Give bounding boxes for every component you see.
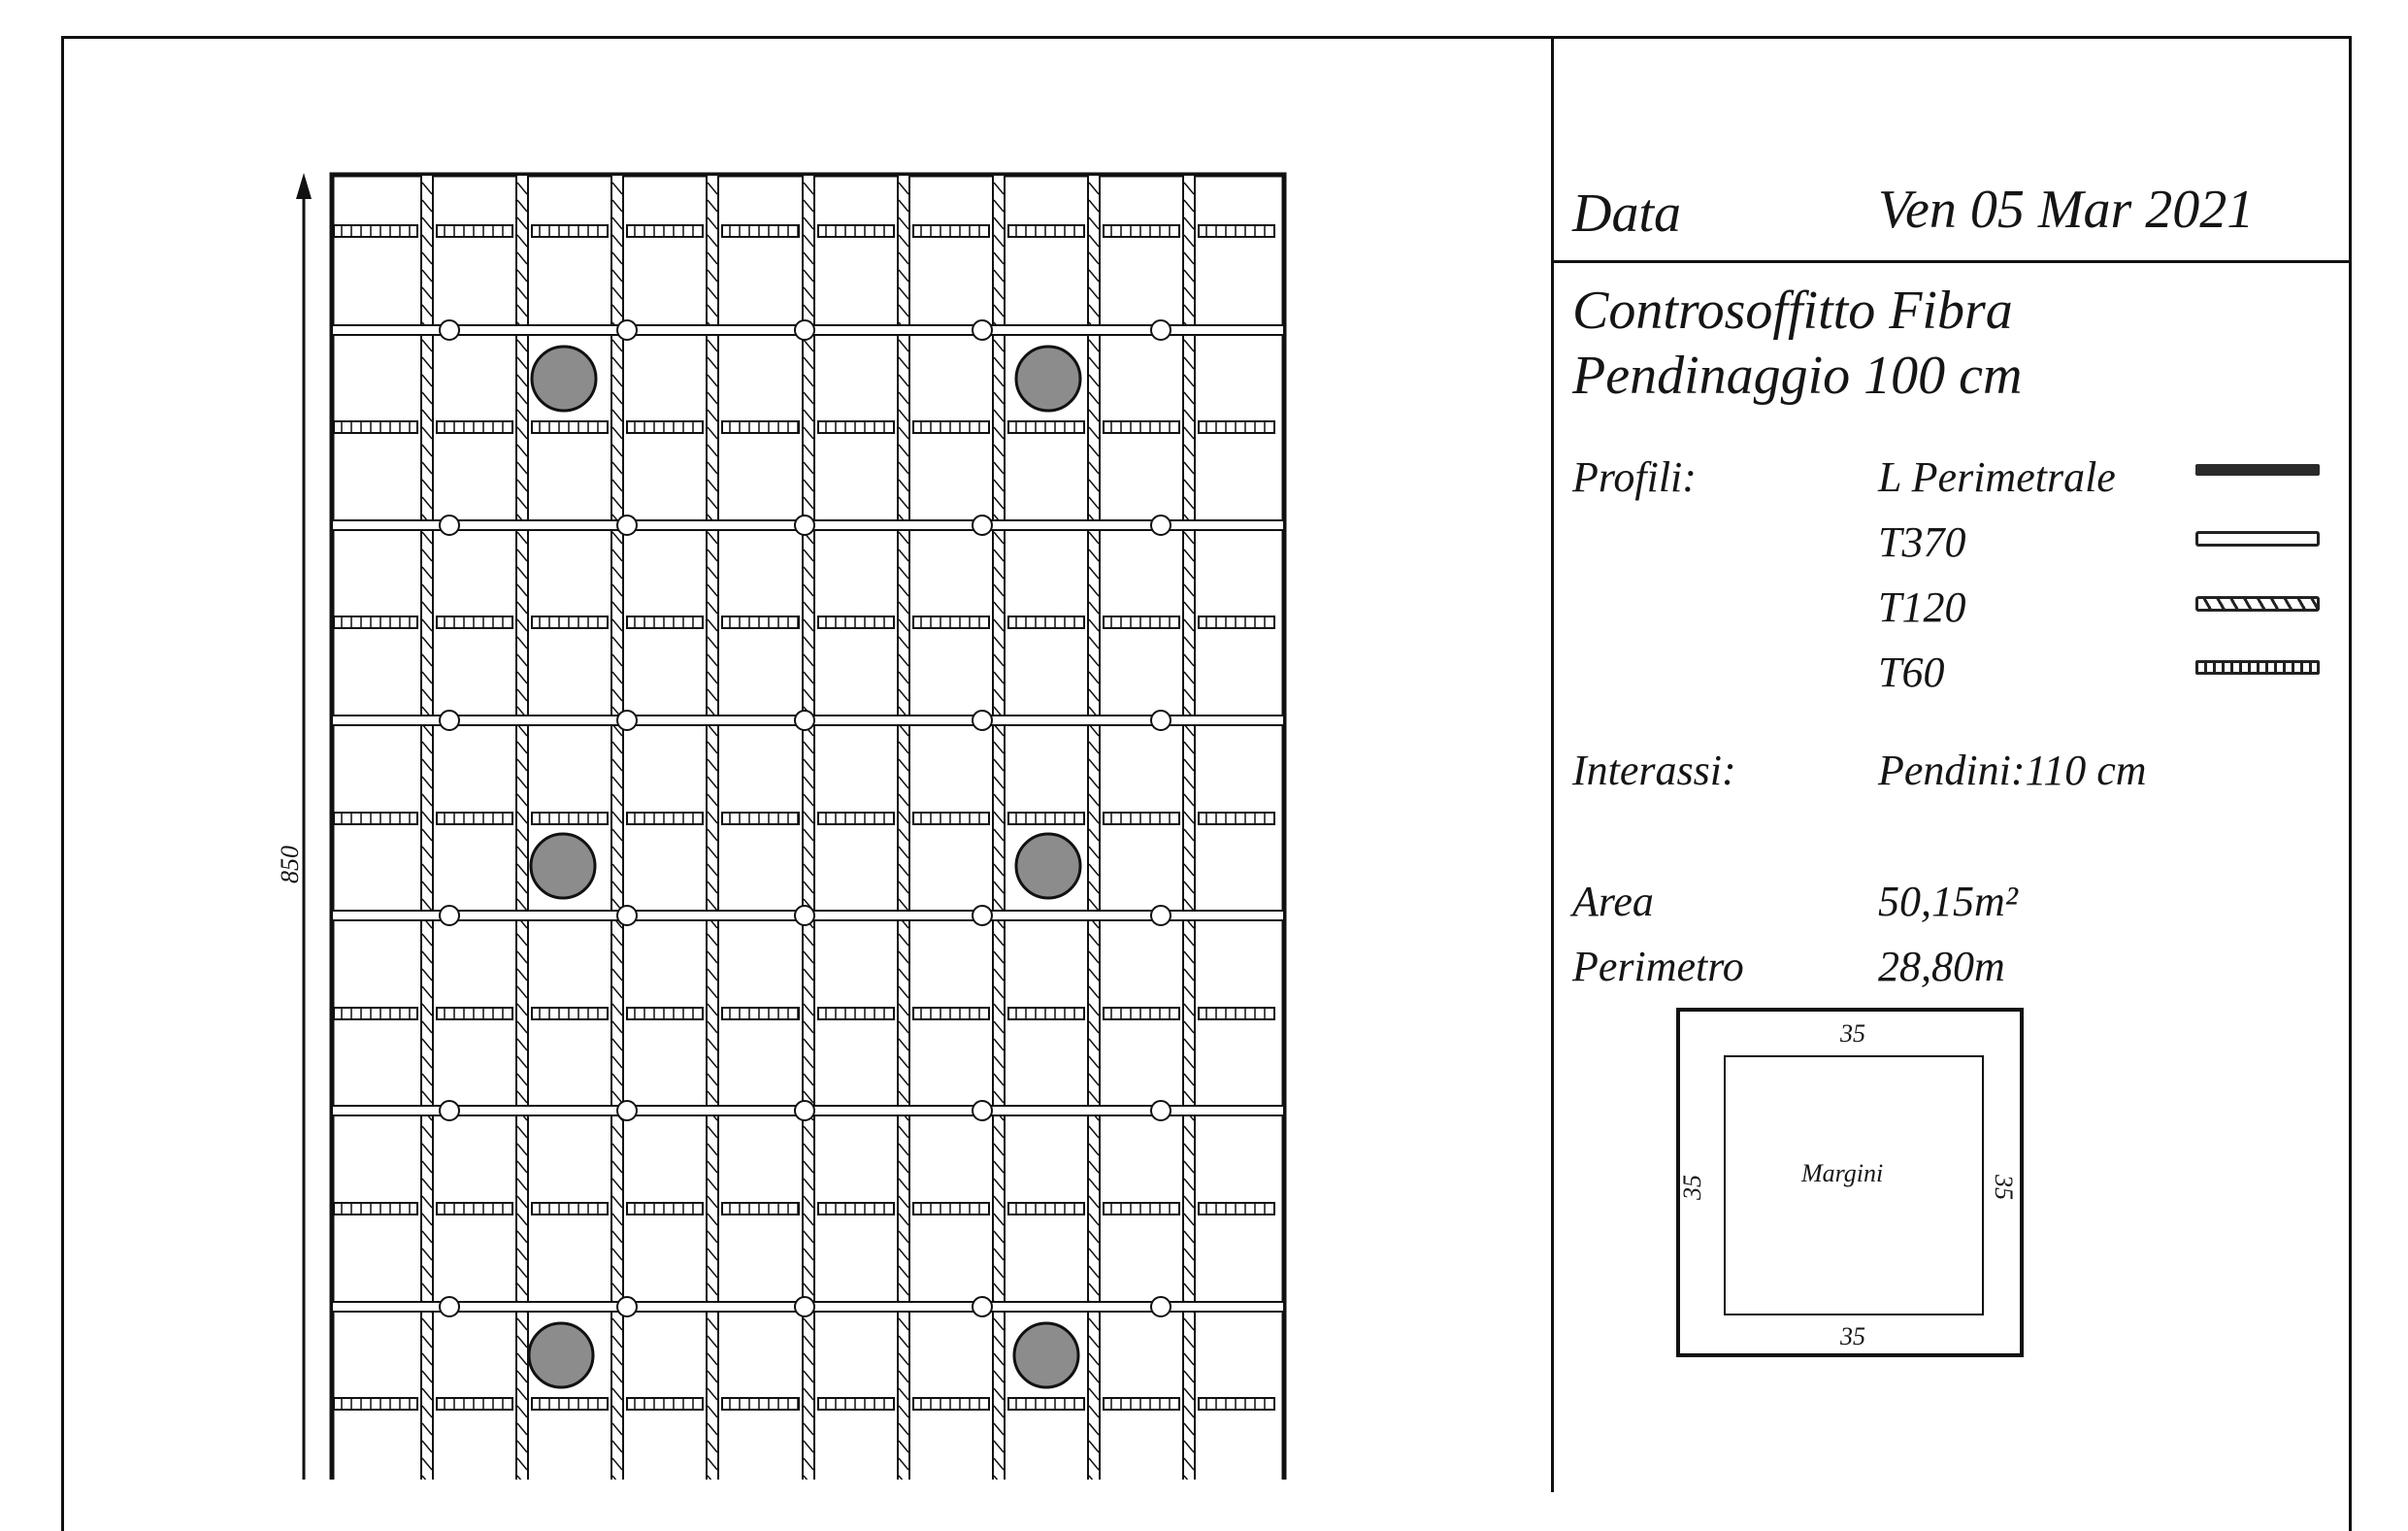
t60-segment: [913, 616, 989, 628]
hanger-point: [795, 1101, 814, 1120]
hanger-point: [617, 320, 637, 340]
hanger-point: [1151, 320, 1171, 340]
profile-name-perimetrale: L Perimetrale: [1878, 453, 2116, 501]
hanger-point: [440, 320, 459, 340]
t60-segment: [437, 1398, 512, 1410]
hanger-title: Pendinaggio 100 cm: [1572, 346, 2023, 406]
t60-segment: [627, 813, 703, 824]
hanger-point: [795, 320, 814, 340]
light-fixture: [1014, 1323, 1078, 1387]
light-fixture: [529, 1323, 593, 1387]
t60-segment: [1199, 421, 1274, 433]
t60-segment: [818, 225, 894, 237]
date-label: Data: [1572, 183, 1681, 244]
t60-segment: [722, 421, 799, 433]
hanger-point: [973, 320, 992, 340]
hanger-point: [617, 711, 637, 730]
hanger-point: [795, 711, 814, 730]
spacing-value: Pendini:110 cm: [1878, 747, 2147, 794]
hanger-point: [795, 516, 814, 535]
t60-segment: [334, 616, 417, 628]
t60-segment: [627, 1398, 703, 1410]
t60-segment: [722, 1203, 799, 1215]
t60-segment: [1104, 813, 1179, 824]
profile-name-t60: T60: [1878, 649, 1945, 696]
t60-segment: [334, 225, 417, 237]
hanger-point: [1151, 711, 1171, 730]
margins-label: Margini: [1801, 1159, 1884, 1187]
spacing-label: Interassi:: [1572, 747, 1736, 794]
hanger-point: [1151, 516, 1171, 535]
t60-segment: [1008, 616, 1084, 628]
legend-swatch-t370: [2195, 531, 2320, 547]
hanger-point: [1151, 906, 1171, 925]
margin-right-value: 35: [1990, 1175, 2018, 1200]
hanger-point: [440, 906, 459, 925]
hanger-point: [1151, 1101, 1171, 1120]
t60-segment: [334, 1008, 417, 1019]
t60-segment: [913, 1008, 989, 1019]
t60-segment: [627, 421, 703, 433]
hanger-point: [973, 1297, 992, 1316]
date-value: Ven 05 Mar 2021: [1878, 180, 2255, 240]
legend-swatch-perimetrale: [2195, 464, 2320, 476]
area-value: 50,15m²: [1878, 878, 2018, 925]
t60-segment: [818, 616, 894, 628]
t60-segment: [913, 1203, 989, 1215]
t60-segment: [1008, 1203, 1084, 1215]
margins-inner-panel: [1724, 1055, 1984, 1315]
t60-segment: [1104, 421, 1179, 433]
ceiling-title: Controsoffitto Fibra: [1572, 281, 2013, 341]
t60-segment: [818, 813, 894, 824]
t60-segment: [913, 225, 989, 237]
margin-top-value: 35: [1840, 1019, 1865, 1048]
legend-swatch-t120: [2195, 596, 2320, 612]
t60-segment: [334, 421, 417, 433]
t60-segment: [334, 813, 417, 824]
t60-segment: [334, 1398, 417, 1410]
t60-segment: [334, 1203, 417, 1215]
profile-name-t370: T370: [1878, 518, 1966, 566]
margin-left-value: 35: [1678, 1175, 1706, 1200]
t60-segment: [532, 1008, 608, 1019]
hanger-point: [440, 1101, 459, 1120]
t60-segment: [437, 813, 512, 824]
hanger-point: [440, 516, 459, 535]
t60-segment: [532, 616, 608, 628]
t60-segment: [437, 225, 512, 237]
t60-segment: [913, 421, 989, 433]
t60-segment: [437, 421, 512, 433]
t60-segment: [818, 421, 894, 433]
t60-segment: [1104, 1008, 1179, 1019]
margin-bottom-value: 35: [1840, 1322, 1865, 1350]
dimension-label: 850: [276, 846, 304, 883]
t60-segment: [532, 813, 608, 824]
t60-segment: [1104, 1203, 1179, 1215]
light-fixture: [1016, 834, 1080, 898]
t60-segment: [627, 616, 703, 628]
t60-segment: [1199, 813, 1274, 824]
light-fixture: [532, 347, 596, 411]
t60-segment: [722, 813, 799, 824]
t60-segment: [722, 1008, 799, 1019]
t60-segment: [913, 813, 989, 824]
t60-segment: [1104, 225, 1179, 237]
t60-segment: [627, 1203, 703, 1215]
t60-segment: [437, 616, 512, 628]
t60-segment: [722, 1398, 799, 1410]
hanger-point: [1151, 1297, 1171, 1316]
legend-swatch-t60: [2195, 660, 2320, 675]
t60-segment: [722, 225, 799, 237]
hanger-point: [973, 1101, 992, 1120]
t60-segment: [532, 1203, 608, 1215]
t60-segment: [627, 1008, 703, 1019]
hanger-point: [795, 1297, 814, 1316]
profiles-label: Profili:: [1572, 453, 1697, 501]
hanger-point: [795, 906, 814, 925]
t60-segment: [1199, 1008, 1274, 1019]
t60-segment: [1104, 1398, 1179, 1410]
t60-segment: [818, 1398, 894, 1410]
hanger-point: [440, 1297, 459, 1316]
t60-segment: [1199, 1203, 1274, 1215]
area-label: Area: [1572, 878, 1654, 925]
hanger-point: [973, 516, 992, 535]
title-divider: [1551, 260, 2352, 263]
t60-segment: [1104, 616, 1179, 628]
hanger-point: [440, 711, 459, 730]
perimeter-label: Perimetro: [1572, 943, 1744, 990]
t60-segment: [532, 1398, 608, 1410]
t60-segment: [818, 1203, 894, 1215]
profile-name-t120: T120: [1878, 583, 1966, 631]
t60-segment: [437, 1008, 512, 1019]
t60-segment: [818, 1008, 894, 1019]
dimension-arrow: [296, 173, 312, 199]
light-fixture: [1016, 347, 1080, 411]
ceiling-grid: [296, 173, 1284, 1480]
t60-segment: [532, 421, 608, 433]
t60-segment: [913, 1398, 989, 1410]
hanger-point: [973, 711, 992, 730]
t60-segment: [1008, 1398, 1084, 1410]
hanger-point: [617, 516, 637, 535]
hanger-point: [617, 1101, 637, 1120]
t60-segment: [1008, 225, 1084, 237]
t60-segment: [437, 1203, 512, 1215]
t60-segment: [532, 225, 608, 237]
t60-segment: [722, 616, 799, 628]
t60-segment: [1199, 225, 1274, 237]
margins-diagram: [1676, 1008, 2024, 1357]
t60-segment: [1008, 813, 1084, 824]
t60-segment: [1199, 1398, 1274, 1410]
hanger-point: [617, 1297, 637, 1316]
t60-segment: [1008, 1008, 1084, 1019]
hanger-point: [617, 906, 637, 925]
perimeter-value: 28,80m: [1878, 943, 2005, 990]
t60-segment: [627, 225, 703, 237]
hanger-point: [973, 906, 992, 925]
t60-segment: [1199, 616, 1274, 628]
t60-segment: [1008, 421, 1084, 433]
light-fixture: [531, 834, 595, 898]
